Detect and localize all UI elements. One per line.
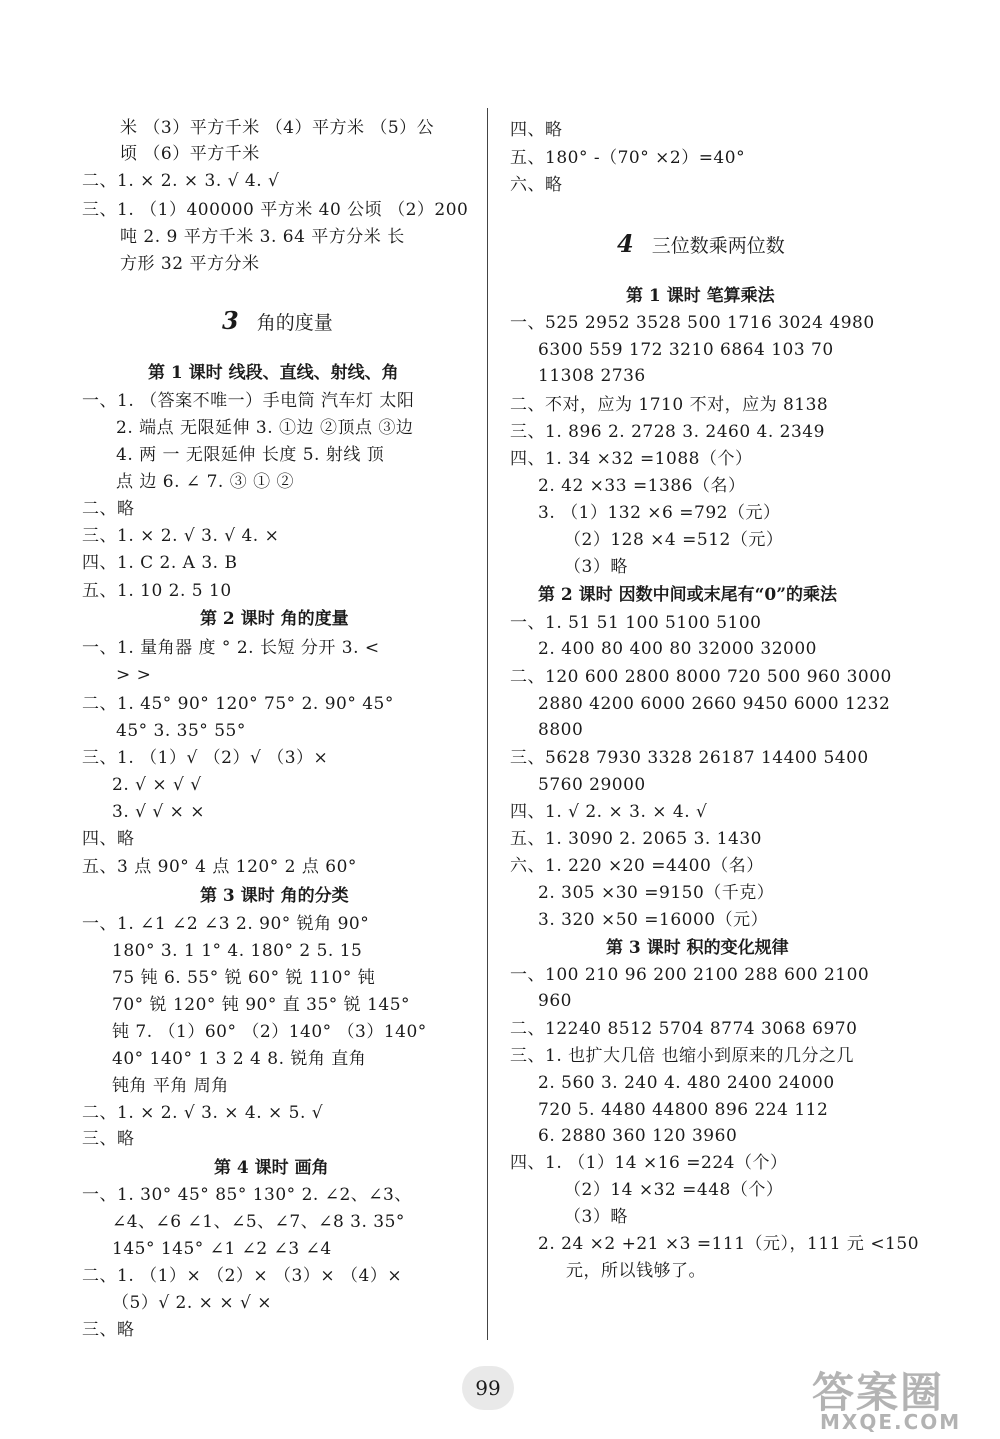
answer-line: 2. 400 80 400 80 32000 32000 bbox=[538, 639, 817, 659]
lesson-title: 第 3 课时 角的分类 bbox=[200, 886, 349, 906]
answer-line: （5）√ 2. × × √ × bbox=[112, 1293, 272, 1313]
lesson-title: 第 4 课时 画角 bbox=[214, 1158, 329, 1178]
answer-line: 2. 305 ×30 =9150（千克） bbox=[538, 883, 775, 903]
answer-line: 二、1. （1）× （2）× （3）× （4）× bbox=[82, 1266, 403, 1286]
answer-line: 四、1. C 2. A 3. B bbox=[82, 553, 238, 573]
answer-line: 顷 （6）平方千米 bbox=[120, 144, 260, 164]
lesson-title: 第 2 课时 角的度量 bbox=[200, 609, 349, 629]
page-number: 99 bbox=[462, 1366, 514, 1410]
answer-line: 11308 2736 bbox=[538, 366, 646, 386]
watermark-url: MXQE.COM bbox=[820, 1410, 962, 1434]
lesson-title: 第 1 课时 笔算乘法 bbox=[626, 286, 775, 306]
chapter-title: 三位数乘两位数 bbox=[651, 235, 785, 257]
answer-line: 一、1. 量角器 度 ° 2. 长短 分开 3. < bbox=[82, 638, 380, 658]
answer-line: 五、1. 10 2. 5 10 bbox=[82, 581, 232, 601]
answer-line: 70° 锐 120° 钝 90° 直 35° 锐 145° bbox=[112, 995, 411, 1015]
answer-line: （3）略 bbox=[564, 557, 628, 577]
lesson-title: 第 3 课时 积的变化规律 bbox=[606, 938, 789, 958]
answer-line: 960 bbox=[538, 991, 572, 1011]
answer-line: 一、1. （答案不唯一）手电筒 汽车灯 太阳 bbox=[82, 391, 415, 411]
answer-line: 五、1. 3090 2. 2065 3. 1430 bbox=[510, 829, 762, 849]
answer-line: 点 边 6. ∠ 7. ③ ① ② bbox=[116, 472, 295, 492]
answer-line: 2. 560 3. 240 4. 480 2400 24000 bbox=[538, 1073, 835, 1093]
answer-line: 75 钝 6. 55° 锐 60° 锐 110° 钝 bbox=[112, 968, 376, 988]
answer-line: 三、1. × 2. √ 3. √ 4. × bbox=[82, 526, 280, 546]
answer-line: （3）略 bbox=[564, 1207, 628, 1227]
answer-line: 45° 3. 35° 55° bbox=[116, 721, 246, 741]
answer-line: 四、1. √ 2. × 3. × 4. √ bbox=[510, 802, 708, 822]
answer-line: 三、5628 7930 3328 26187 14400 5400 bbox=[510, 748, 869, 768]
answer-line: 四、1. 34 ×32 =1088（个） bbox=[510, 449, 753, 469]
answer-line: 145° 145° ∠1 ∠2 ∠3 ∠4 bbox=[112, 1239, 332, 1259]
answer-line: 6300 559 172 3210 6864 103 70 bbox=[538, 340, 834, 360]
answer-line: 一、525 2952 3528 500 1716 3024 4980 bbox=[510, 313, 875, 333]
answer-line: > > bbox=[116, 665, 152, 685]
answer-line: 六、略 bbox=[510, 175, 563, 195]
answer-line: 3. 320 ×50 =16000（元） bbox=[538, 910, 769, 930]
chapter-title: 角的度量 bbox=[256, 312, 333, 334]
answer-line: 6. 2880 360 120 3960 bbox=[538, 1126, 738, 1146]
answer-line: 三、1. （1）√ （2）√ （3）× bbox=[82, 748, 329, 768]
answer-line: 三、略 bbox=[82, 1320, 135, 1340]
answer-line: 一、1. ∠1 ∠2 ∠3 2. 90° 锐角 90° bbox=[82, 914, 370, 934]
answer-line: 三、1. （1）400000 平方米 40 公顷 （2）200 bbox=[82, 200, 469, 220]
chapter-number: 4 bbox=[617, 229, 634, 258]
answer-line: （2）14 ×32 =448（个） bbox=[564, 1180, 784, 1200]
answer-line: 40° 140° 1 3 2 4 8. 锐角 直角 bbox=[112, 1049, 367, 1069]
answer-line: 180° 3. 1 1° 4. 180° 2 5. 15 bbox=[112, 941, 363, 961]
chapter-number: 3 bbox=[222, 306, 239, 335]
answer-line: 三、1. 896 2. 2728 3. 2460 4. 2349 bbox=[510, 422, 825, 442]
answer-line: 3. （1）132 ×6 =792（元） bbox=[538, 503, 781, 523]
lesson-title: 第 2 课时 因数中间或末尾有“0”的乘法 bbox=[538, 585, 837, 605]
lesson-title: 第 1 课时 线段、直线、射线、角 bbox=[148, 363, 399, 383]
answer-line: 吨 2. 9 平方千米 3. 64 平方分米 长 bbox=[120, 227, 405, 247]
column-divider bbox=[487, 108, 488, 1340]
answer-line: 三、略 bbox=[82, 1129, 135, 1149]
answer-line: 二、1. 45° 90° 120° 75° 2. 90° 45° bbox=[82, 694, 394, 714]
answer-line: 二、120 600 2800 8000 720 500 960 3000 bbox=[510, 667, 892, 687]
answer-line: ∠4、∠6 ∠1、∠5、∠7、∠8 3. 35° bbox=[112, 1212, 405, 1232]
answer-line: 2. √ × √ √ bbox=[112, 775, 202, 795]
answer-line: 钝 7. （1）60° （2）140° （3）140° bbox=[112, 1022, 427, 1042]
answer-line: 三、1. 也扩大几倍 也缩小到原来的几分之几 bbox=[510, 1046, 855, 1066]
answer-line: 四、略 bbox=[82, 829, 135, 849]
chapter-heading bbox=[222, 306, 333, 338]
answer-line: 钝角 平角 周角 bbox=[112, 1076, 229, 1096]
answer-line: 二、12240 8512 5704 8774 3068 6970 bbox=[510, 1019, 858, 1039]
answer-line: 六、1. 220 ×20 =4400（名） bbox=[510, 856, 764, 876]
answer-line: 3. √ √ × × bbox=[112, 802, 205, 822]
answer-line: 一、100 210 96 200 2100 288 600 2100 bbox=[510, 965, 870, 985]
answer-line: 一、1. 51 51 100 5100 5100 bbox=[510, 613, 762, 633]
answer-line: （2）128 ×4 =512（元） bbox=[564, 530, 784, 550]
answer-line: 方形 32 平方分米 bbox=[120, 254, 260, 274]
answer-line: 一、1. 30° 45° 85° 130° 2. ∠2、∠3、 bbox=[82, 1185, 412, 1205]
answer-line: 五、3 点 90° 4 点 120° 2 点 60° bbox=[82, 857, 357, 877]
answer-line: 五、180° -（70° ×2）=40° bbox=[510, 148, 746, 168]
answer-line: 四、1. （1）14 ×16 =224（个） bbox=[510, 1153, 788, 1173]
watermark-logo-text: 答案圈 bbox=[812, 1368, 945, 1417]
watermark bbox=[812, 1360, 992, 1436]
answer-line: 四、略 bbox=[510, 120, 563, 140]
answer-line: 2. 端点 无限延伸 3. ①边 ②顶点 ③边 bbox=[116, 418, 414, 438]
answer-line: 二、不对，应为 1710 不对，应为 8138 bbox=[510, 395, 829, 415]
answer-line: 2. 42 ×33 =1386（名） bbox=[538, 476, 746, 496]
answer-line: 二、1. × 2. × 3. √ 4. √ bbox=[82, 171, 280, 191]
answer-line: 元，所以钱够了。 bbox=[566, 1261, 706, 1281]
answer-line: 720 5. 4480 44800 896 224 112 bbox=[538, 1100, 829, 1120]
answer-line: 5760 29000 bbox=[538, 775, 646, 795]
answer-line: 二、1. × 2. √ 3. × 4. × 5. √ bbox=[82, 1103, 324, 1123]
answer-line: 二、略 bbox=[82, 499, 135, 519]
answer-line: 2880 4200 6000 2660 9450 6000 1232 bbox=[538, 694, 891, 714]
answer-line: 2. 24 ×2 +21 ×3 =111（元），111 元 <150 bbox=[538, 1234, 920, 1254]
answer-line: 4. 两 一 无限延伸 长度 5. 射线 顶 bbox=[116, 445, 385, 465]
answer-line: 米 （3）平方千米 （4）平方米 （5）公 bbox=[120, 118, 435, 138]
chapter-heading bbox=[617, 229, 785, 261]
answer-line: 8800 bbox=[538, 720, 584, 740]
